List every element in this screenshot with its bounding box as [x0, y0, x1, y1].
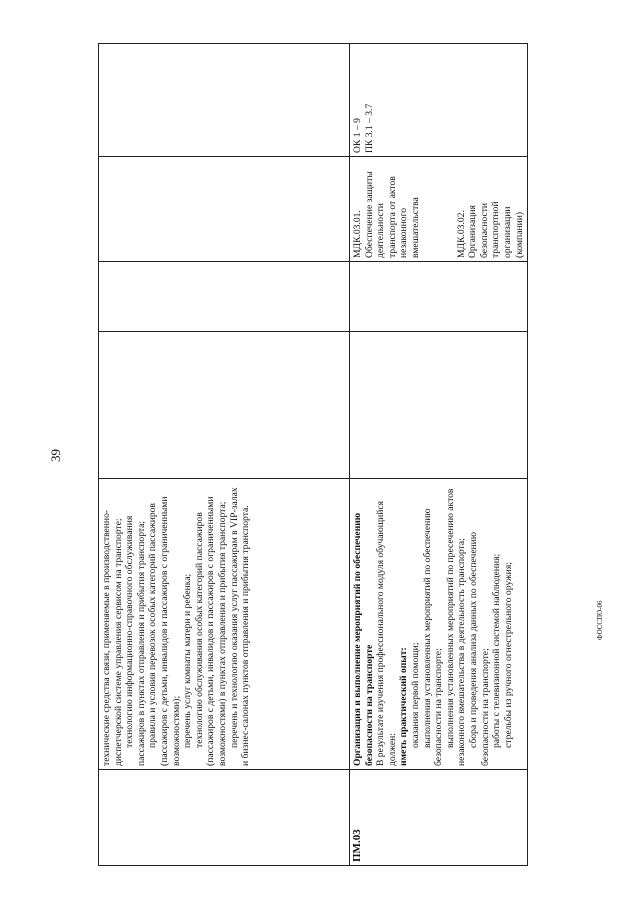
curriculum-table-wrapper — [98, 44, 525, 866]
cell-mdk — [350, 157, 528, 262]
table-row-continuation — [99, 44, 350, 866]
page-number: 39 — [48, 449, 63, 462]
module-code: ПМ.03 — [351, 829, 363, 862]
experience-heading: иметь практический опыт: — [398, 647, 410, 766]
mdk-03-02: МДК.03.02. Организация безопасности транспортной организации (компании) — [455, 201, 525, 258]
list-item: перечень услуг комнаты матери и ребенка; — [182, 573, 194, 748]
competencies-pk: ПК 3.1 – 3.7 — [363, 103, 375, 153]
cell-module-description — [350, 479, 528, 770]
list-item: сбора и проведения анализа данных по обеспечению безопасности на транспорте; — [467, 531, 491, 766]
list-item: технологию информационно-справочного обслуживания пассажиров в пунктах отправления и прибытия транспорта; — [124, 515, 147, 766]
list-item: оказания первой помощи; — [409, 642, 421, 748]
cell-description-continuation — [99, 479, 350, 770]
list-item: технологию обслуживания особых категорий пассажиров (пассажиров с детьми, инвалидов и пассажиров с ограниченными возможностями) в пунктах отправления и прибытия транспорта; — [193, 496, 228, 766]
curriculum-table — [98, 43, 528, 866]
cell-code-empty — [99, 770, 350, 866]
cell-empty — [99, 332, 350, 479]
cell-empty — [99, 157, 350, 262]
cell-competencies — [350, 44, 528, 157]
module-intro: В результате изучения профессионального модуля обучающийся должен: — [375, 500, 398, 766]
cell-empty — [350, 262, 528, 332]
cell-empty — [99, 44, 350, 157]
cell-empty — [350, 332, 528, 479]
module-title: Организация и выполнение мероприятий по обеспечению безопасности на транспорте — [352, 512, 375, 766]
table-row-pm03 — [350, 44, 528, 866]
competencies-ok: ОК 1 – 9 — [352, 118, 363, 153]
list-item: технические средства связи, применяемые в производственно-диспетчерской системе управления сервисом на транспорте; — [101, 509, 124, 766]
mdk-03-01: МДК.03.01. Обеспечение защиты деятельности транспорта от актов незаконного вмешательства — [352, 171, 421, 258]
list-item: стрельбы из ручного огнестрельного оружия; — [502, 562, 514, 748]
list-item: выполнения установленных мероприятий по обеспечению безопасности на транспорте; — [421, 508, 445, 766]
footer-code: ФОССПО-06 — [596, 600, 604, 640]
list-item: выполнения установленных мероприятий по пресечению актов незаконного вмешательства в деятельность транспорта; — [444, 488, 468, 766]
cell-module-code — [350, 770, 528, 866]
list-item: перечень и технологию оказания услуг пассажирам в VIP-залах и бизнес-салонах пунктов отправления и прибытия транспорта. — [228, 487, 252, 766]
list-item: правила и условия перевозок особых категорий пассажиров (пассажиров с детьми, инвалидов и пассажиров с ограниченными возможностями); — [147, 496, 182, 766]
list-item: работы с телевизионной системой наблюдения; — [491, 553, 503, 748]
cell-empty — [99, 262, 350, 332]
